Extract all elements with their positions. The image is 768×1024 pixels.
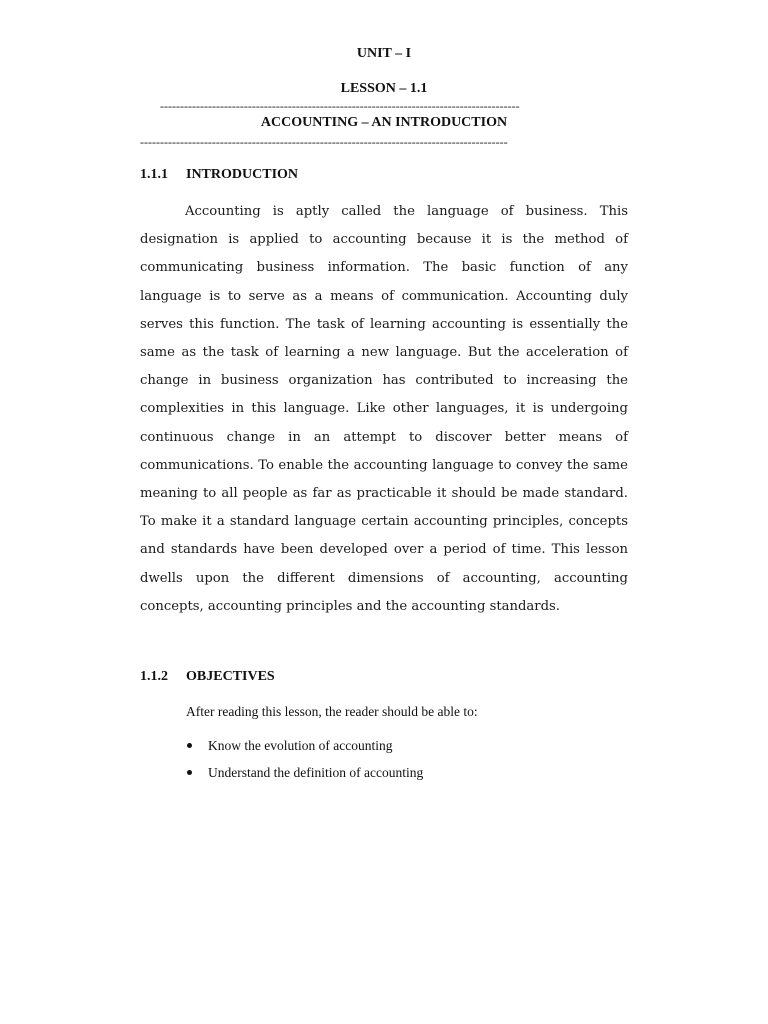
section-title: INTRODUCTION bbox=[186, 167, 299, 182]
list-item-text: Know the evolution of accounting bbox=[208, 738, 393, 753]
objectives-list bbox=[186, 737, 423, 791]
section-title: OBJECTIVES bbox=[186, 669, 275, 684]
section-number: 1.1.2 bbox=[140, 669, 168, 684]
bullet-icon bbox=[187, 743, 192, 748]
section-number: 1.1.1 bbox=[140, 167, 168, 182]
list-item bbox=[186, 764, 423, 791]
objectives-lead-in: After reading this lesson, the reader should be able to: bbox=[186, 704, 478, 719]
list-item bbox=[186, 737, 423, 764]
unit-heading: UNIT – I bbox=[356, 46, 412, 61]
bottom-dashed-rule: -------------------------------------------------------------------------------------------- bbox=[140, 137, 508, 147]
lesson-heading: LESSON – 1.1 bbox=[340, 81, 428, 96]
introduction-paragraph: Accounting is aptly called the language of business. This designation is applied to accounting because it is the method of communicating business information. The basic function of any language is to serve as a means of communication. Accounting duly serves this function. The task of learning accounting is essentially the same as the task of learning a new language. But the acceleration of change in business organization has contributed to increasing the complexities in this language. Like other languages, it is undergoing continuous change in an attempt to discover better means of communications. To enable the accounting language to convey the same meaning to all people as far as practicable it should be made standard. To make it a standard language certain accounting principles, concepts and standards have been developed over a period of time. This lesson dwells upon the different dimensions of accounting, accounting concepts, accounting principles and the accounting standards. bbox=[140, 204, 628, 614]
bullet-icon bbox=[187, 770, 192, 775]
section-introduction-heading bbox=[140, 167, 298, 183]
top-dashed-rule: ------------------------------------------------------------------------------------------ bbox=[160, 101, 520, 111]
list-item-text: Understand the definition of accounting bbox=[208, 765, 424, 780]
section-objectives-heading bbox=[140, 669, 275, 685]
lesson-title: ACCOUNTING – AN INTRODUCTION bbox=[260, 115, 508, 130]
